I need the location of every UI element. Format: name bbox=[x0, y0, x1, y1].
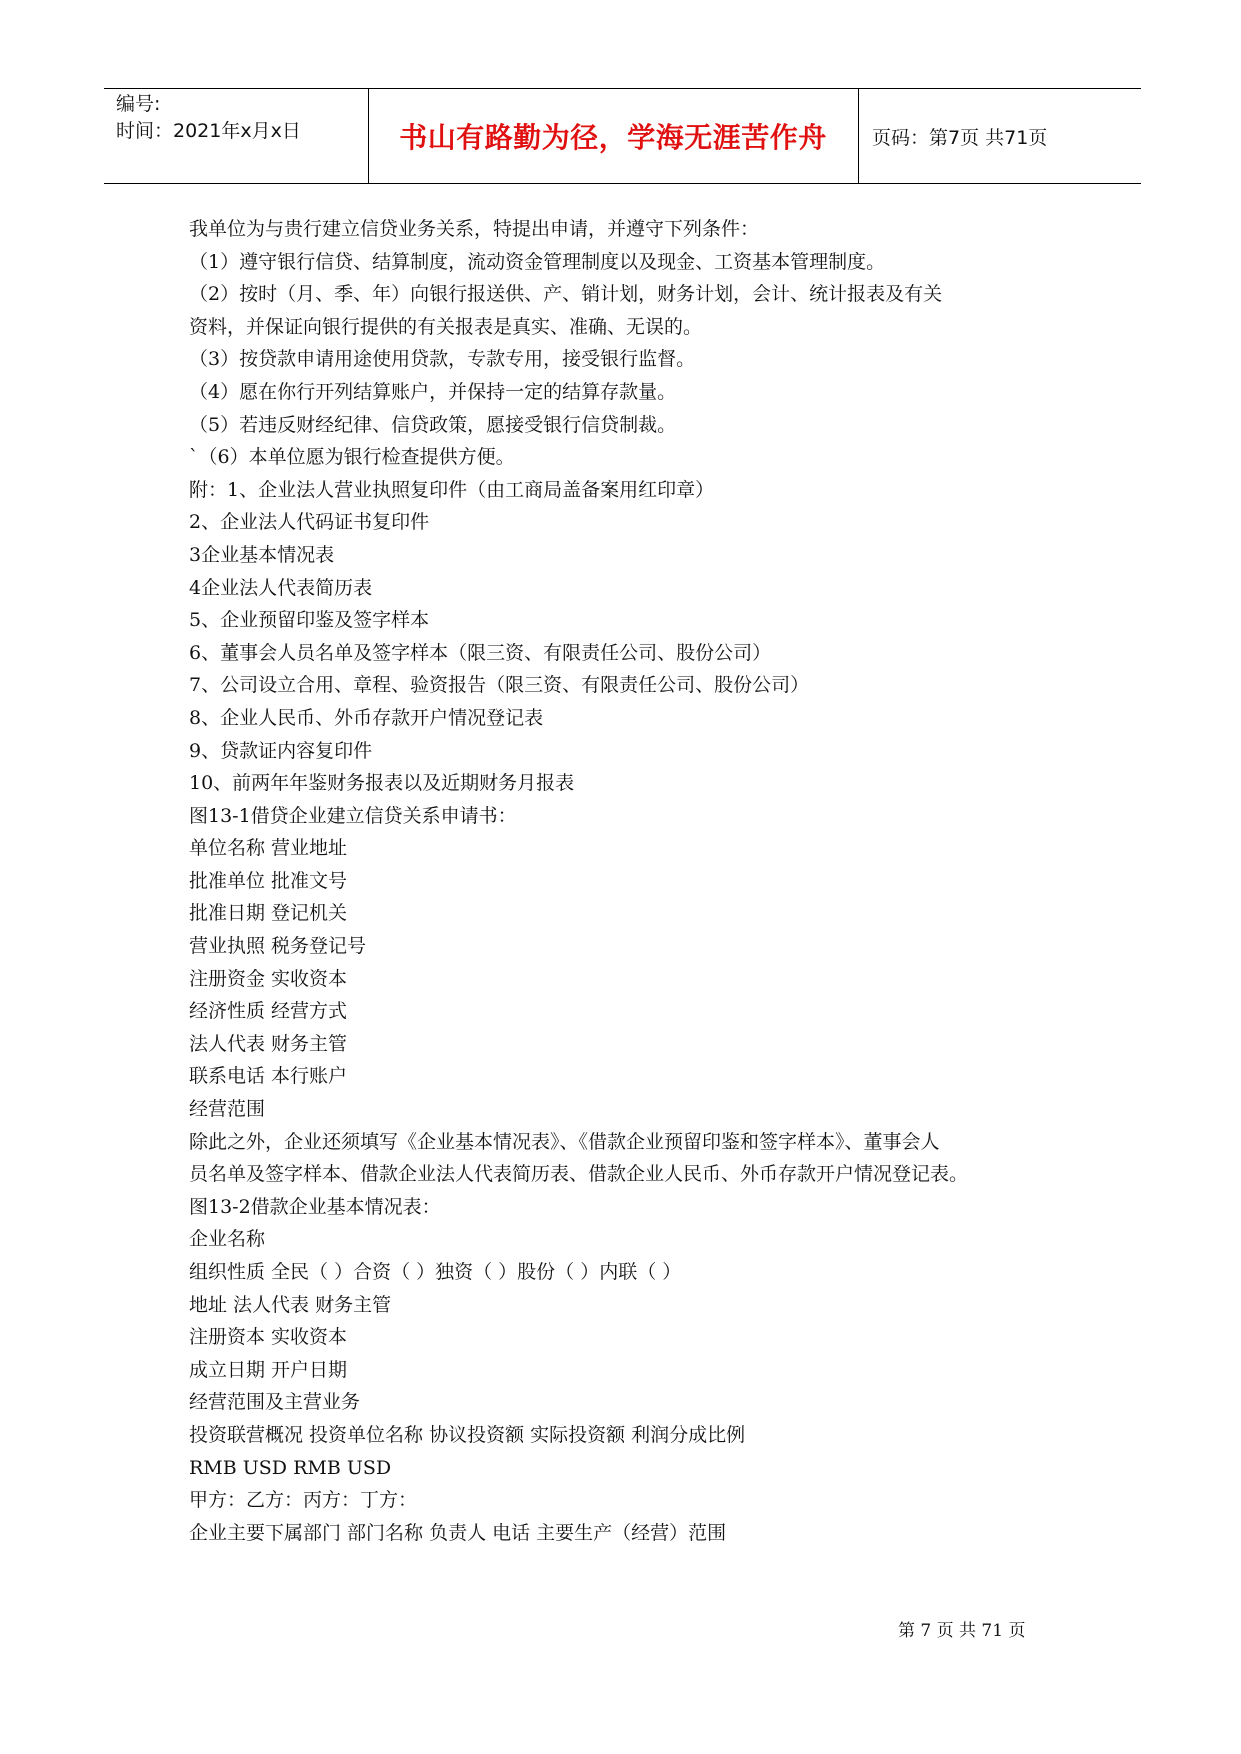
page-footer: 第 7 页 共 71 页 bbox=[898, 1621, 1026, 1641]
form-field-row: 组织性质 全民（ ）合资（ ）独资（ ）股份（ ）内联（ ） bbox=[189, 1261, 682, 1283]
body-line: 除此之外，企业还须填写《企业基本情况表》、《借款企业预留印鉴和签字样本》、董事会人 bbox=[189, 1130, 940, 1153]
form-field-row: 企业主要下属部门 部门名称 负责人 电话 主要生产（经营）范围 bbox=[189, 1521, 727, 1544]
form-field-row: 投资联营概况 投资单位名称 协议投资额 实际投资额 利润分成比例 bbox=[189, 1423, 746, 1446]
body-line: 8、企业人民币、外币存款开户情况登记表 bbox=[189, 706, 544, 729]
body-line: （1）遵守银行信贷、结算制度，流动资金管理制度以及现金、工资基本管理制度。 bbox=[189, 250, 886, 273]
form-field-row: 批准日期 登记机关 bbox=[189, 902, 348, 925]
body-line: 7、公司设立合用、章程、验资报告（限三资、有限责任公司、股份公司） bbox=[189, 674, 810, 697]
form-field-row: 批准单位 批准文号 bbox=[189, 869, 348, 892]
form-field-row: 经济性质 经营方式 bbox=[189, 1000, 348, 1023]
form-field-row: 经营范围 bbox=[189, 1098, 266, 1121]
body-line: 员名单及签字样本、借款企业法人代表简历表、借款企业人民币、外币存款开户情况登记表。 bbox=[189, 1163, 969, 1186]
body-line: 4企业法人代表简历表 bbox=[189, 576, 373, 599]
body-line: 6、董事会人员名单及签字样本（限三资、有限责任公司、股份公司） bbox=[189, 641, 772, 664]
body-line: 5、企业预留印鉴及签字样本 bbox=[189, 609, 430, 632]
body-line: （2）按时（月、季、年）向银行报送供、产、销计划，财务计划，会计、统计报表及有关 bbox=[189, 283, 943, 306]
header-meta bbox=[116, 89, 364, 145]
form-field-row: 甲方：乙方：丙方：丁方： bbox=[189, 1489, 418, 1512]
form-field-row: 经营范围及主营业务 bbox=[189, 1391, 361, 1414]
form-field-row: 联系电话 本行账户 bbox=[189, 1065, 348, 1088]
form-field-row: 企业名称 bbox=[189, 1228, 266, 1251]
form-field-row: 法人代表 财务主管 bbox=[189, 1032, 348, 1055]
form-field-row: 地址 法人代表 财务主管 bbox=[189, 1293, 392, 1316]
header-motto: 书山有路勤为径，学海无涯苦作舟 bbox=[399, 121, 827, 154]
form-field-row: 成立日期 开户日期 bbox=[189, 1358, 348, 1381]
body-line: （3）按贷款申请用途使用贷款，专款专用，接受银行监督。 bbox=[189, 348, 696, 371]
number-label: 编号: bbox=[116, 93, 161, 115]
form-field-row: 注册资金 实收资本 bbox=[189, 967, 348, 990]
document-body bbox=[189, 213, 1069, 1549]
form-field-row: 注册资本 实收资本 bbox=[189, 1326, 348, 1349]
body-line: 2、企业法人代码证书复印件 bbox=[189, 511, 430, 534]
body-line: 3企业基本情况表 bbox=[189, 543, 335, 566]
form-field-row: 单位名称 营业地址 bbox=[189, 837, 348, 860]
body-line: 附：1、企业法人营业执照复印件（由工商局盖备案用红印章） bbox=[189, 478, 715, 501]
body-line: 我单位为与贵行建立信贷业务关系，特提出申请，并遵守下列条件： bbox=[189, 218, 760, 240]
form-field-row: RMB USD RMB USD bbox=[189, 1456, 392, 1479]
figure-caption: 图13-1借贷企业建立信贷关系申请书： bbox=[189, 804, 517, 827]
body-line: 10、前两年年鉴财务报表以及近期财务月报表 bbox=[189, 772, 575, 795]
figure-caption: 图13-2借款企业基本情况表： bbox=[189, 1195, 441, 1218]
body-line: 9、贷款证内容复印件 bbox=[189, 739, 373, 762]
time-label: 时间：2021年x月x日 bbox=[116, 120, 301, 142]
body-line: （5）若违反财经纪律、信贷政策，愿接受银行信贷制裁。 bbox=[189, 413, 677, 436]
form-field-row: 营业执照 税务登记号 bbox=[189, 935, 367, 958]
body-line: `（6）本单位愿为银行检查提供方便。 bbox=[189, 446, 515, 469]
body-line: 资料，并保证向银行提供的有关报表是真实、准确、无误的。 bbox=[189, 315, 703, 338]
document-header bbox=[104, 88, 1141, 184]
header-divider bbox=[858, 89, 859, 183]
header-page-info: 页码：第7页 共71页 bbox=[872, 126, 1048, 149]
body-line: （4）愿在你行开列结算账户，并保持一定的结算存款量。 bbox=[189, 380, 677, 403]
